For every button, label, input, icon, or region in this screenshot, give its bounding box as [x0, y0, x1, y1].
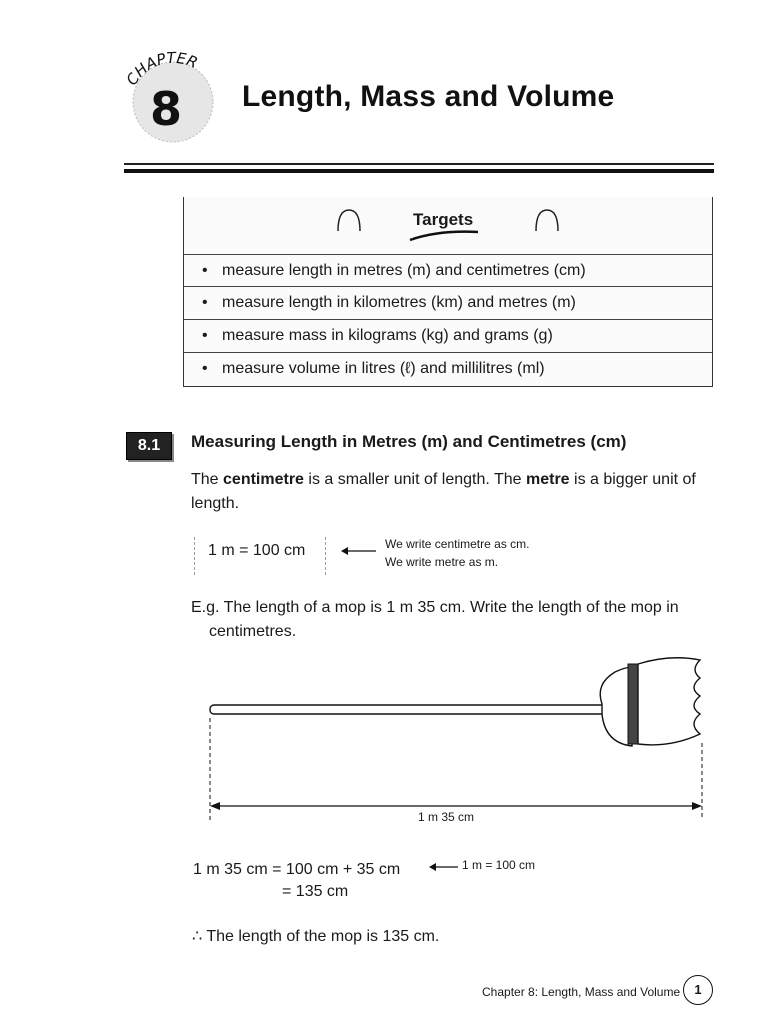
title-rule [124, 163, 714, 165]
target-item-text: measure length in metres (m) and centimetres (cm) [222, 262, 586, 279]
chapter-label: CHAPTER [122, 48, 201, 89]
target-item [184, 254, 712, 288]
mop-illustration-icon [200, 648, 720, 828]
title-rule-thick [124, 169, 714, 173]
targets-title: Targets [413, 210, 474, 229]
bullet-icon: • [202, 294, 208, 311]
equation: 1 m = 100 cm [208, 542, 306, 559]
arc-left-icon [334, 207, 364, 233]
example-question: E.g. The length of a mop is 1 m 35 cm. Write the length of the mop in centimetres. [191, 599, 679, 640]
section-title: Measuring Length in Metres (m) and Centimetres (cm) [191, 432, 627, 451]
target-item-text: measure length in kilometres (km) and metres (m) [222, 294, 576, 311]
working-line: = 135 cm [282, 883, 349, 900]
working-line: 1 m 35 cm = 100 cm + 35 cm [193, 861, 401, 878]
working-note: 1 m = 100 cm [462, 858, 536, 872]
arrow-left-icon [340, 544, 378, 558]
bullet-icon: • [202, 262, 208, 279]
target-item-text: measure mass in kilograms (kg) and grams (g) [222, 327, 553, 344]
arc-right-icon [532, 207, 562, 233]
chapter-number: 8 [150, 82, 183, 136]
bullet-icon: • [202, 360, 208, 377]
target-item [184, 352, 712, 386]
intro-paragraph: The centimetre is a smaller unit of length. The metre is a bigger unit of length. [191, 471, 696, 512]
measure-label: 1 m 35 cm [418, 810, 475, 824]
page-number: 1 [683, 975, 713, 1005]
unit-note: We write centimetre as cm. [385, 537, 530, 551]
conclusion: ∴ The length of the mop is 135 cm. [192, 928, 440, 945]
bullet-icon: • [202, 327, 208, 344]
underline-swoosh-icon [408, 228, 488, 242]
arrow-left-icon [428, 860, 460, 874]
target-item-text: measure volume in litres (ℓ) and millilitres (ml) [222, 360, 545, 377]
section-number-badge: 8.1 [126, 432, 172, 460]
target-item [184, 319, 712, 353]
footer-chapter: Chapter 8: Length, Mass and Volume [482, 985, 681, 999]
target-item [184, 286, 712, 320]
unit-note: We write metre as m. [385, 555, 499, 569]
page-title: Length, Mass and Volume [242, 80, 615, 113]
